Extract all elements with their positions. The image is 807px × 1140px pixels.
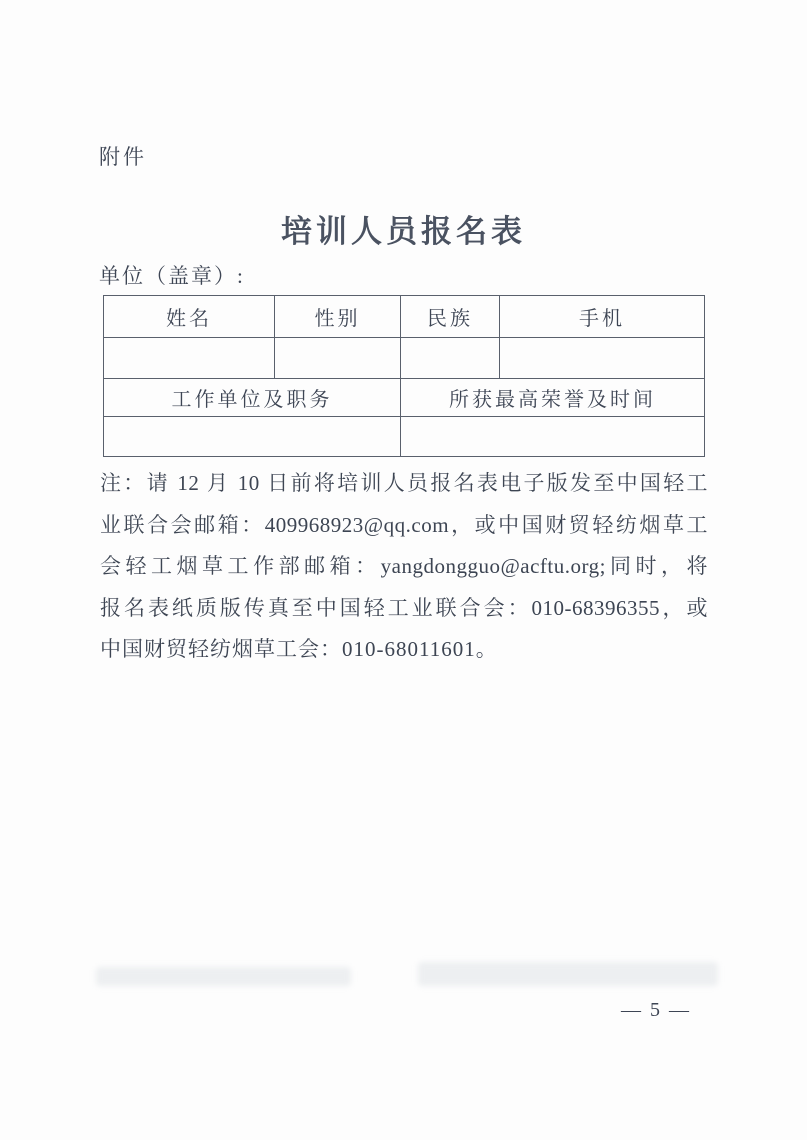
blank-cell-gender — [275, 338, 401, 379]
blank-cell-ethnicity — [401, 338, 500, 379]
blank-cell-mobile — [500, 338, 705, 379]
unit-seal-label: 单位（盖章）: — [99, 264, 245, 288]
page-number: — 5 — — [621, 999, 691, 1021]
header-cell-name: 姓名 — [104, 296, 275, 338]
header-cell-gender: 性别 — [275, 296, 401, 338]
table-header-row — [104, 296, 705, 338]
header-cell-workunit-position: 工作单位及职务 — [104, 379, 401, 417]
table-merged-header-row — [104, 379, 705, 417]
note-line-2: 业联合会邮箱：409968923@qq.com，或中国财贸轻纺烟草工 — [100, 512, 708, 537]
note-line-3: 会轻工烟草工作部邮箱：yangdongguo@acftu.org;同时，将 — [100, 554, 708, 578]
header-cell-mobile: 手机 — [500, 296, 705, 338]
header-cell-highest-honor: 所获最高荣誉及时间 — [401, 379, 705, 417]
note-line-5: 中国财贸轻纺烟草工会：010-68011601。 — [100, 637, 498, 661]
scan-bleedthrough-artifact-right — [418, 962, 718, 986]
header-cell-ethnicity: 民族 — [401, 296, 500, 338]
registration-table — [103, 295, 705, 457]
blank-cell-highest-honor — [401, 417, 705, 457]
attachment-label: 附件 — [99, 145, 147, 169]
blank-cell-name — [104, 338, 275, 379]
note-paragraph — [100, 463, 708, 671]
note-line-4: 报名表纸质版传真至中国轻工业联合会：010-68396355，或 — [100, 595, 708, 620]
blank-cell-workunit-position — [104, 417, 401, 457]
form-title: 培训人员报名表 — [281, 214, 526, 249]
table-merged-empty-row — [104, 417, 705, 457]
note-line-1: 注：请 12 月 10 日前将培训人员报名表电子版发至中国轻工 — [100, 471, 708, 495]
table-empty-row — [104, 338, 705, 379]
scan-bleedthrough-artifact-left — [96, 967, 351, 986]
